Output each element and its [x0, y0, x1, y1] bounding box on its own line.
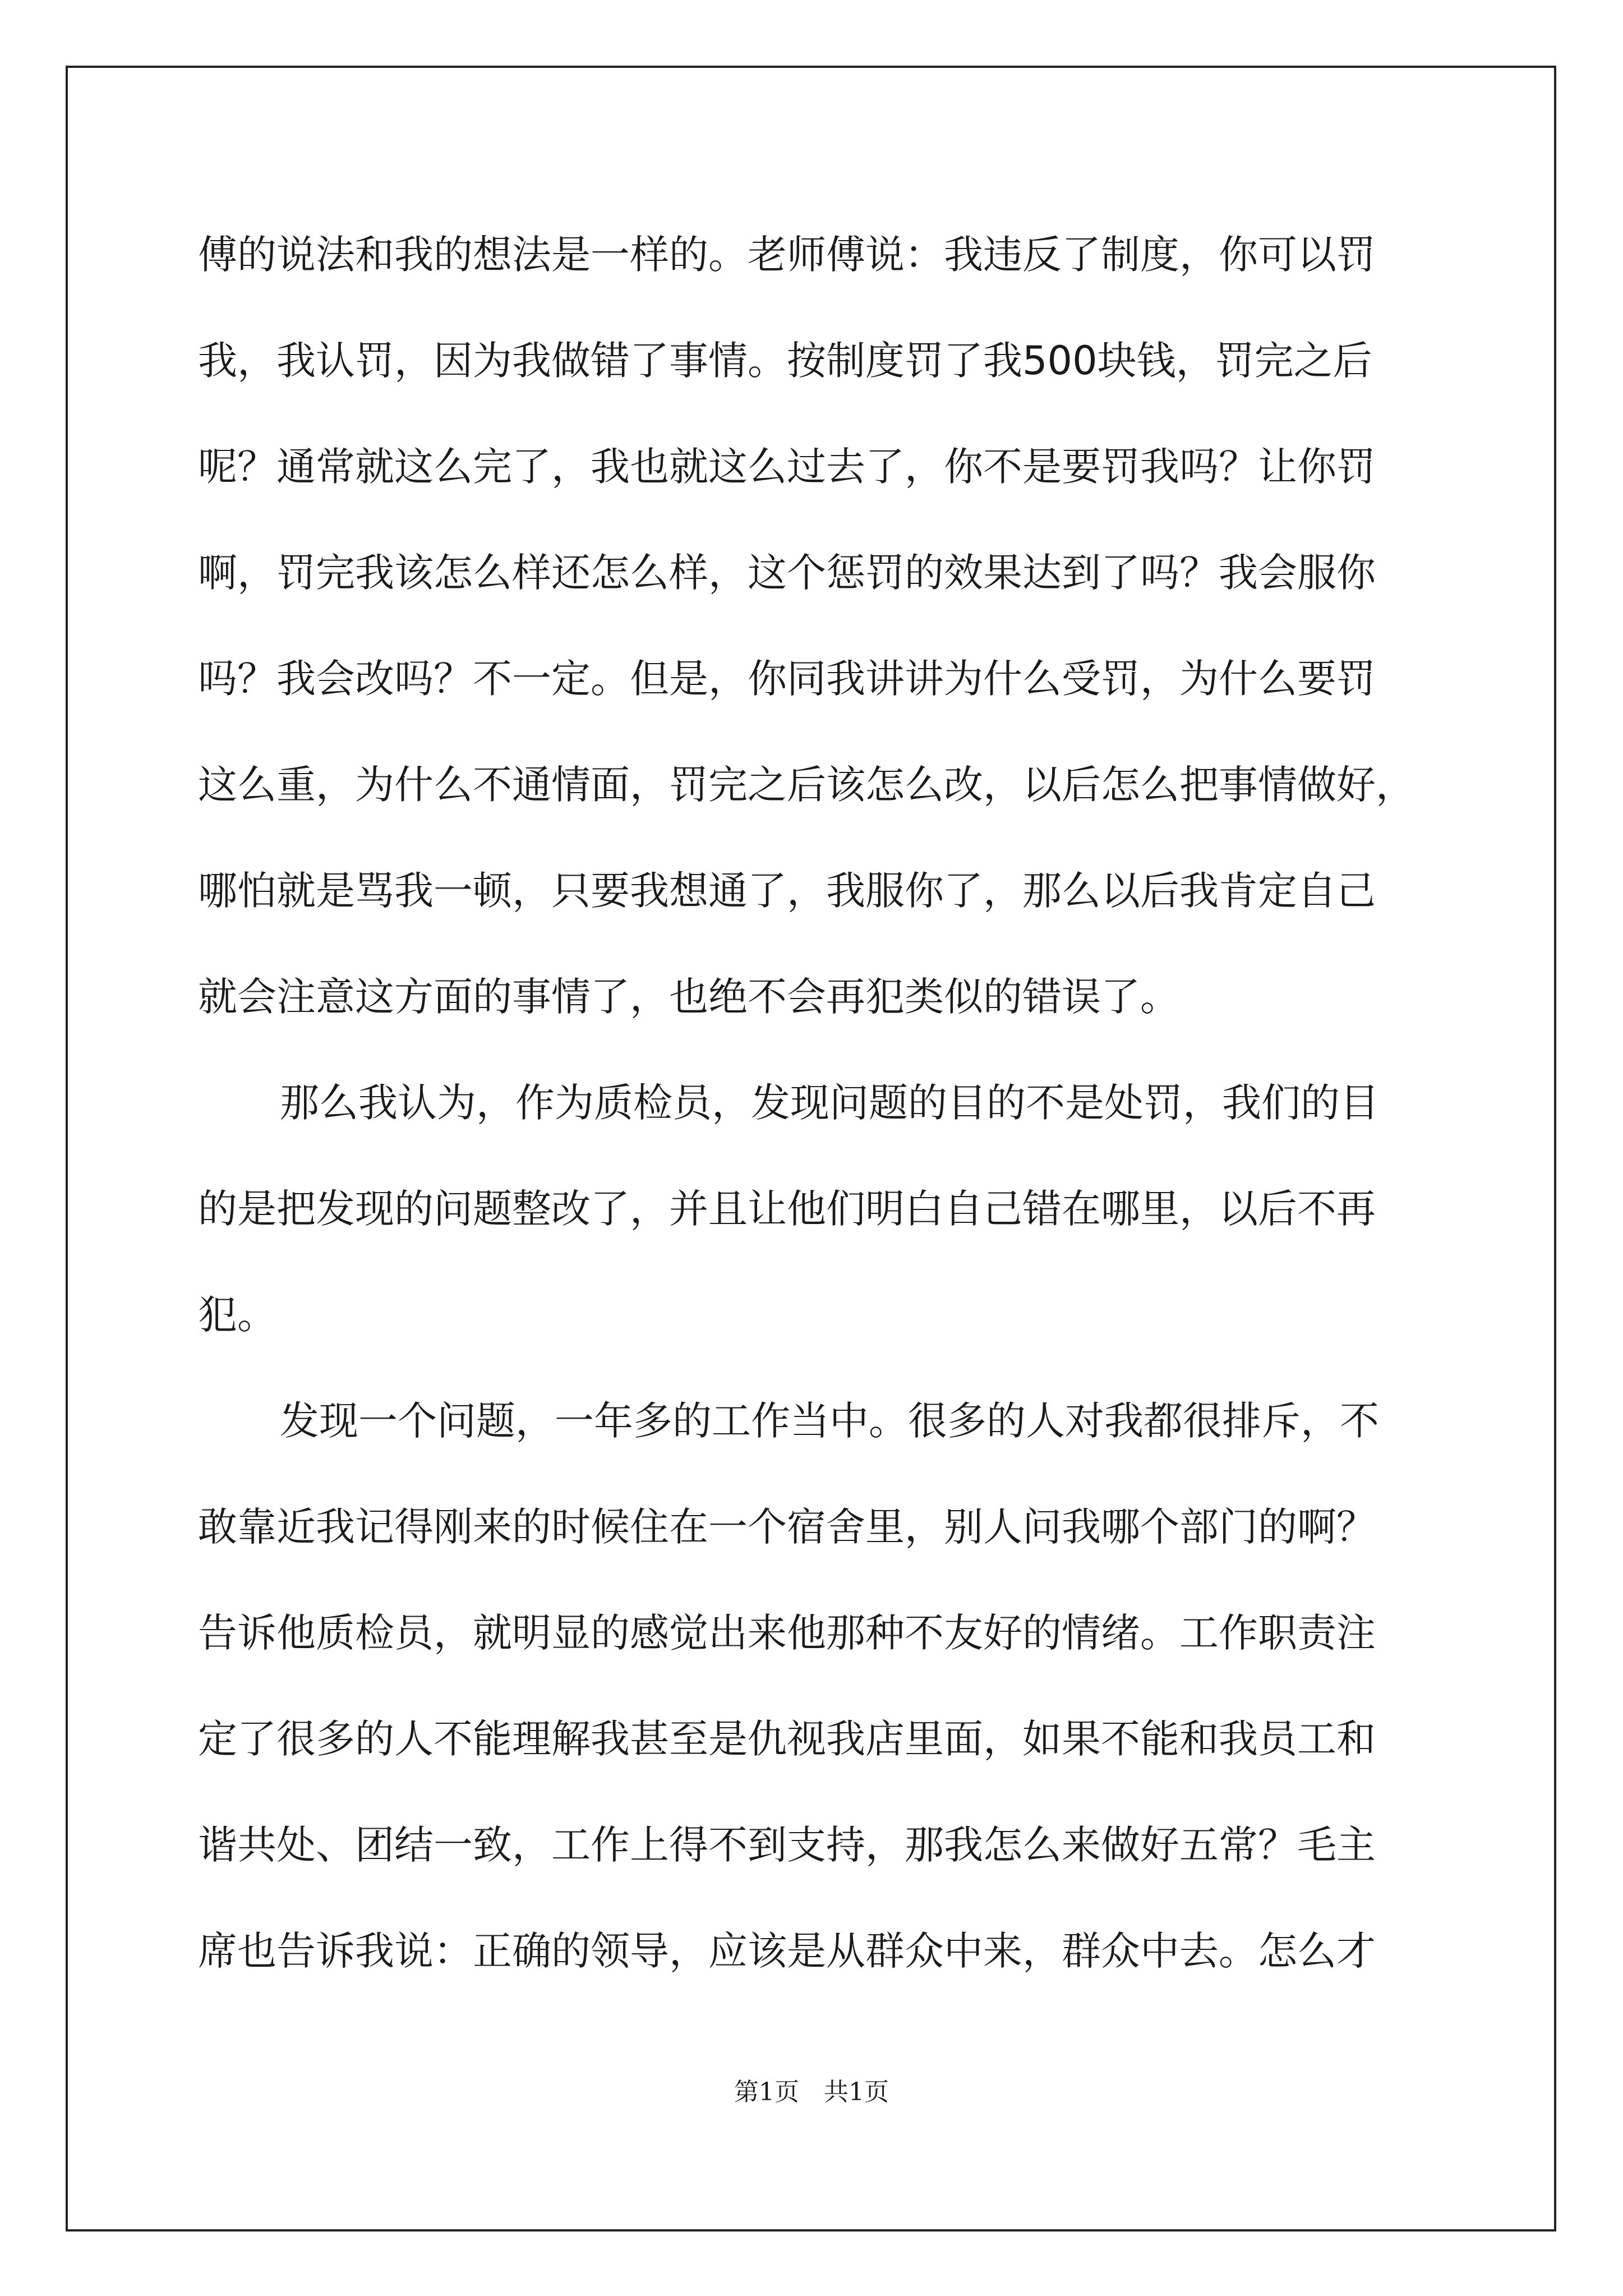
text-line: 这么重，为什么不通情面，罚完之后该怎么改，以后怎么把事情做好， — [198, 762, 1415, 808]
text-line: 发现一个问题，一年多的工作当中。很多的人对我都很排斥，不 — [280, 1398, 1379, 1444]
text-line: 就会注意这方面的事情了，也绝不会再犯类似的错误了。 — [198, 974, 1179, 1020]
text-line: 的是把发现的问题整改了，并且让他们明白自己错在哪里，以后不再 — [198, 1186, 1376, 1232]
text-line: 犯。 — [198, 1292, 276, 1338]
text-line: 告诉他质检员，就明显的感觉出来他那种不友好的情绪。工作职责注 — [198, 1610, 1376, 1656]
text-line: 哪怕就是骂我一顿，只要我想通了，我服你了，那么以后我肯定自己 — [198, 868, 1376, 914]
text-line: 敢靠近我记得刚来的时候住在一个宿舍里，别人问我哪个部门的啊？ — [198, 1504, 1376, 1550]
document-body — [198, 202, 1437, 2004]
text-line: 谐共处、团结一致，工作上得不到支持，那我怎么来做好五常？毛主 — [198, 1822, 1376, 1868]
text-line: 定了很多的人不能理解我甚至是仇视我店里面，如果不能和我员工和 — [198, 1716, 1376, 1762]
text-line: 吗？我会改吗？不一定。但是，你同我讲讲为什么受罚，为什么要罚 — [198, 656, 1376, 702]
text-line: 席也告诉我说：正确的领导，应该是从群众中来，群众中去。怎么才 — [198, 1928, 1376, 1974]
text-line: 啊，罚完我该怎么样还怎么样，这个惩罚的效果达到了吗？我会服你 — [198, 550, 1376, 596]
text-line: 我，我认罚，因为我做错了事情。按制度罚了我500块钱，罚完之后 — [198, 338, 1372, 384]
page-number-footer: 第1页 共1页 — [734, 2078, 889, 2106]
text-line: 呢？通常就这么完了，我也就这么过去了，你不是要罚我吗？让你罚 — [198, 444, 1376, 490]
text-line: 傅的说法和我的想法是一样的。老师傅说：我违反了制度，你可以罚 — [198, 232, 1376, 278]
paragraph-2 — [198, 1050, 1437, 1368]
paragraph-3 — [198, 1368, 1437, 2004]
text-line: 那么我认为，作为质检员，发现问题的目的不是处罚，我们的目 — [280, 1080, 1379, 1126]
paragraph-1 — [198, 202, 1437, 1050]
